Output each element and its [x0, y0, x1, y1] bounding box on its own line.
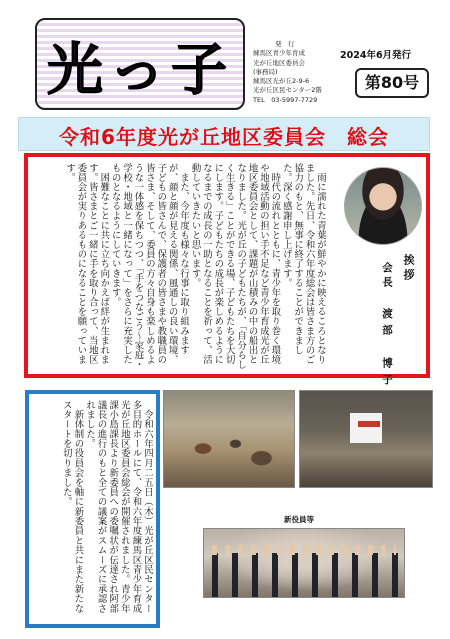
publisher-heading: 発 行 — [275, 40, 295, 48]
publisher-org-2: 光が丘地区委員会 — [253, 58, 305, 67]
meeting-hall-photo — [163, 390, 295, 488]
greeting-title: 挨拶 — [402, 254, 415, 284]
masthead-logo — [35, 18, 245, 110]
meeting-stage-photo — [299, 390, 433, 488]
issue-date: 2024年6月発行 — [340, 50, 412, 61]
chair-role: 会長 — [381, 262, 393, 291]
meeting-report-text: 令和六年四月二五日（木）光が丘区民センター多目的ホールにて、令和六年度練馬区青少年育成光が丘地区委員会総会が開催されました。青少年課小島課長より新委員への委嘱状が伝達され阿部議長の進行のもと全ての議案がスムーズに承認されました。 新体制の役員会を軸に新委員と共にまた新たなスタートを切りました。 — [60, 400, 153, 614]
meeting-report-box — [25, 390, 160, 628]
publisher-org-1: 練馬区青少年育成 — [253, 49, 305, 58]
issue-number: 第80号 — [355, 68, 429, 98]
photo-caption: 新役員等 — [284, 515, 314, 524]
publisher-address-1: 練馬区光が丘2-9-6 — [253, 77, 310, 86]
new-officers-group-photo — [203, 528, 405, 598]
greeting-text: 雨に濡れた青葉が鮮やかに映えるころとなりました。先日、令和六年度総会は皆さま方のご協力のもと、無事に終了することができました。深く感謝申し上げます。 時代の流れとともに、青少年を取り巻く環境や地域活動の担い手不足など青少年育成光が丘地区委員会として、課題が山積みの中の船出となりました。光が丘の子どもたちが、「自分らしく生きる」ことができる場、子どもたちを大切にします。子どもたちの成長が楽しめるようになるまでの成長の一助となることを祈って、活動していきたいと思います。 また、今年度も様々な行事に取り組みますが、顔と顔が見える関係、風通しの良い環境、子どもの皆さんで、保護者の皆さまや教職員の皆さま、そして、委員の方々自身も楽しめるような一体感を保ちつつ、「手をつなごう～家庭・学校・地域と一緒になって」をさらに充実したものとなるようにしていきます。 困難なことに共に立ち向かえば絆が生まれます。皆さまとご一緒に手を取り合って、当地区委員会が実りあるものになることを願っています。 — [64, 163, 326, 370]
chair-portrait-photo — [344, 167, 422, 245]
publisher-tel: TEL 03-5997-7729 — [253, 95, 318, 104]
headline: 令和6年度光が丘地区委員会 総会 — [59, 125, 389, 149]
publisher-address-2: 光が丘区民センター2階 — [253, 86, 322, 95]
headline-banner — [18, 117, 430, 151]
chair-name: 渡部 博子 — [381, 308, 393, 391]
newsletter-title: 光っ子 — [47, 38, 233, 103]
publisher-office: (事務局) — [253, 67, 278, 76]
